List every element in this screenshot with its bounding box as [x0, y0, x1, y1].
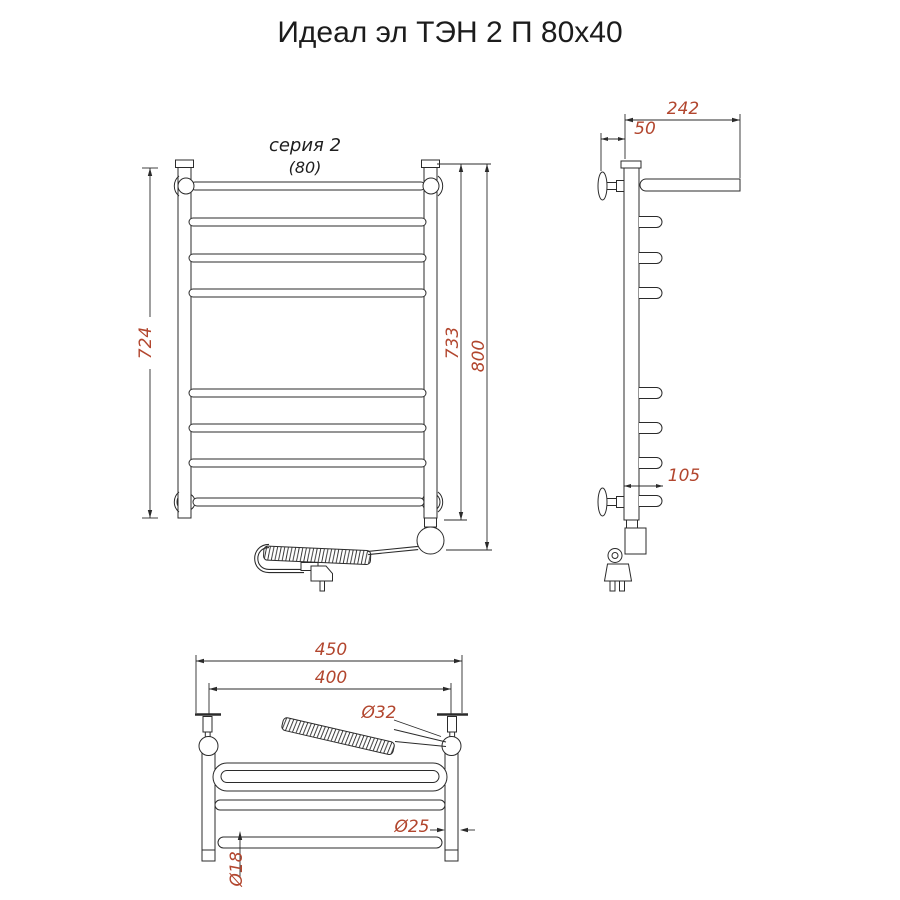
- dim-d18: Ø18: [227, 851, 247, 887]
- dim-d25: Ø25: [394, 817, 430, 837]
- side-bracket-flange-bottom: [598, 488, 607, 516]
- top-view-rung: [218, 837, 442, 848]
- side-heater-block: [625, 528, 646, 554]
- side-bracket-block: [617, 181, 625, 192]
- side-shelf-bar: [640, 179, 740, 191]
- bracket-circle-top-left: [178, 178, 194, 194]
- rung: [189, 424, 426, 432]
- top-view-rung: [215, 800, 445, 810]
- heater-ball: [417, 527, 444, 554]
- series-label: серия 2: [268, 135, 342, 156]
- dim-724: 724: [136, 326, 156, 360]
- dim-733: 733: [443, 326, 463, 360]
- side-post: [624, 168, 639, 520]
- rung: [189, 218, 426, 226]
- side-view: [598, 161, 740, 591]
- side-rung-stub: [639, 288, 662, 299]
- top-view-left-joint: [199, 737, 218, 756]
- side-bracket-flange-top: [598, 172, 607, 200]
- bracket-stem-right: [448, 717, 457, 733]
- top-bar: [191, 182, 425, 190]
- power-cable-coil: [263, 546, 371, 565]
- dim-242: 242: [666, 99, 700, 119]
- dim-50: 50: [634, 119, 656, 139]
- dim-400: 400: [314, 668, 348, 688]
- side-rung-stub: [639, 253, 662, 264]
- side-rung-stub: [639, 388, 662, 399]
- right-post-cap: [422, 160, 440, 168]
- top-view-right-post: [445, 750, 458, 861]
- bracket-circle-top-right: [423, 178, 439, 194]
- dim-450: 450: [314, 640, 348, 660]
- top-view-shelf-inner: [221, 771, 439, 783]
- left-post: [178, 167, 191, 518]
- bracket-stem-left: [203, 717, 212, 733]
- side-rung-stub: [639, 423, 662, 434]
- side-view-dimensions: [601, 99, 740, 488]
- bottom-bar: [193, 498, 424, 506]
- side-cable-loop-inner: [612, 553, 618, 559]
- top-view-left-post: [202, 750, 215, 861]
- page-title: Идеал эл ТЭН 2 П 80x40: [277, 16, 623, 49]
- rung: [189, 459, 426, 467]
- side-rung-stub: [639, 496, 662, 507]
- dim-800: 800: [469, 339, 489, 373]
- side-post-cap: [621, 161, 641, 168]
- top-view: [195, 715, 468, 862]
- right-post: [424, 167, 437, 518]
- side-plug-pin: [620, 581, 625, 591]
- front-view: [174, 135, 444, 591]
- side-heater-fitting: [627, 520, 638, 528]
- rung: [189, 389, 426, 397]
- side-bracket-block: [617, 497, 625, 508]
- plug-pin: [320, 581, 325, 591]
- top-width-label: (80): [288, 158, 322, 177]
- left-post-cap: [176, 160, 194, 168]
- rung: [189, 254, 426, 262]
- rung: [189, 289, 426, 297]
- side-rung-stub: [639, 217, 662, 228]
- side-rung-stub: [639, 458, 662, 469]
- side-plug-pin: [610, 581, 615, 591]
- heater-fitting: [425, 518, 437, 527]
- side-plug-body: [605, 564, 632, 581]
- dim-d32: Ø32: [361, 703, 397, 723]
- dim-105: 105: [667, 466, 701, 486]
- plug-body: [311, 566, 333, 581]
